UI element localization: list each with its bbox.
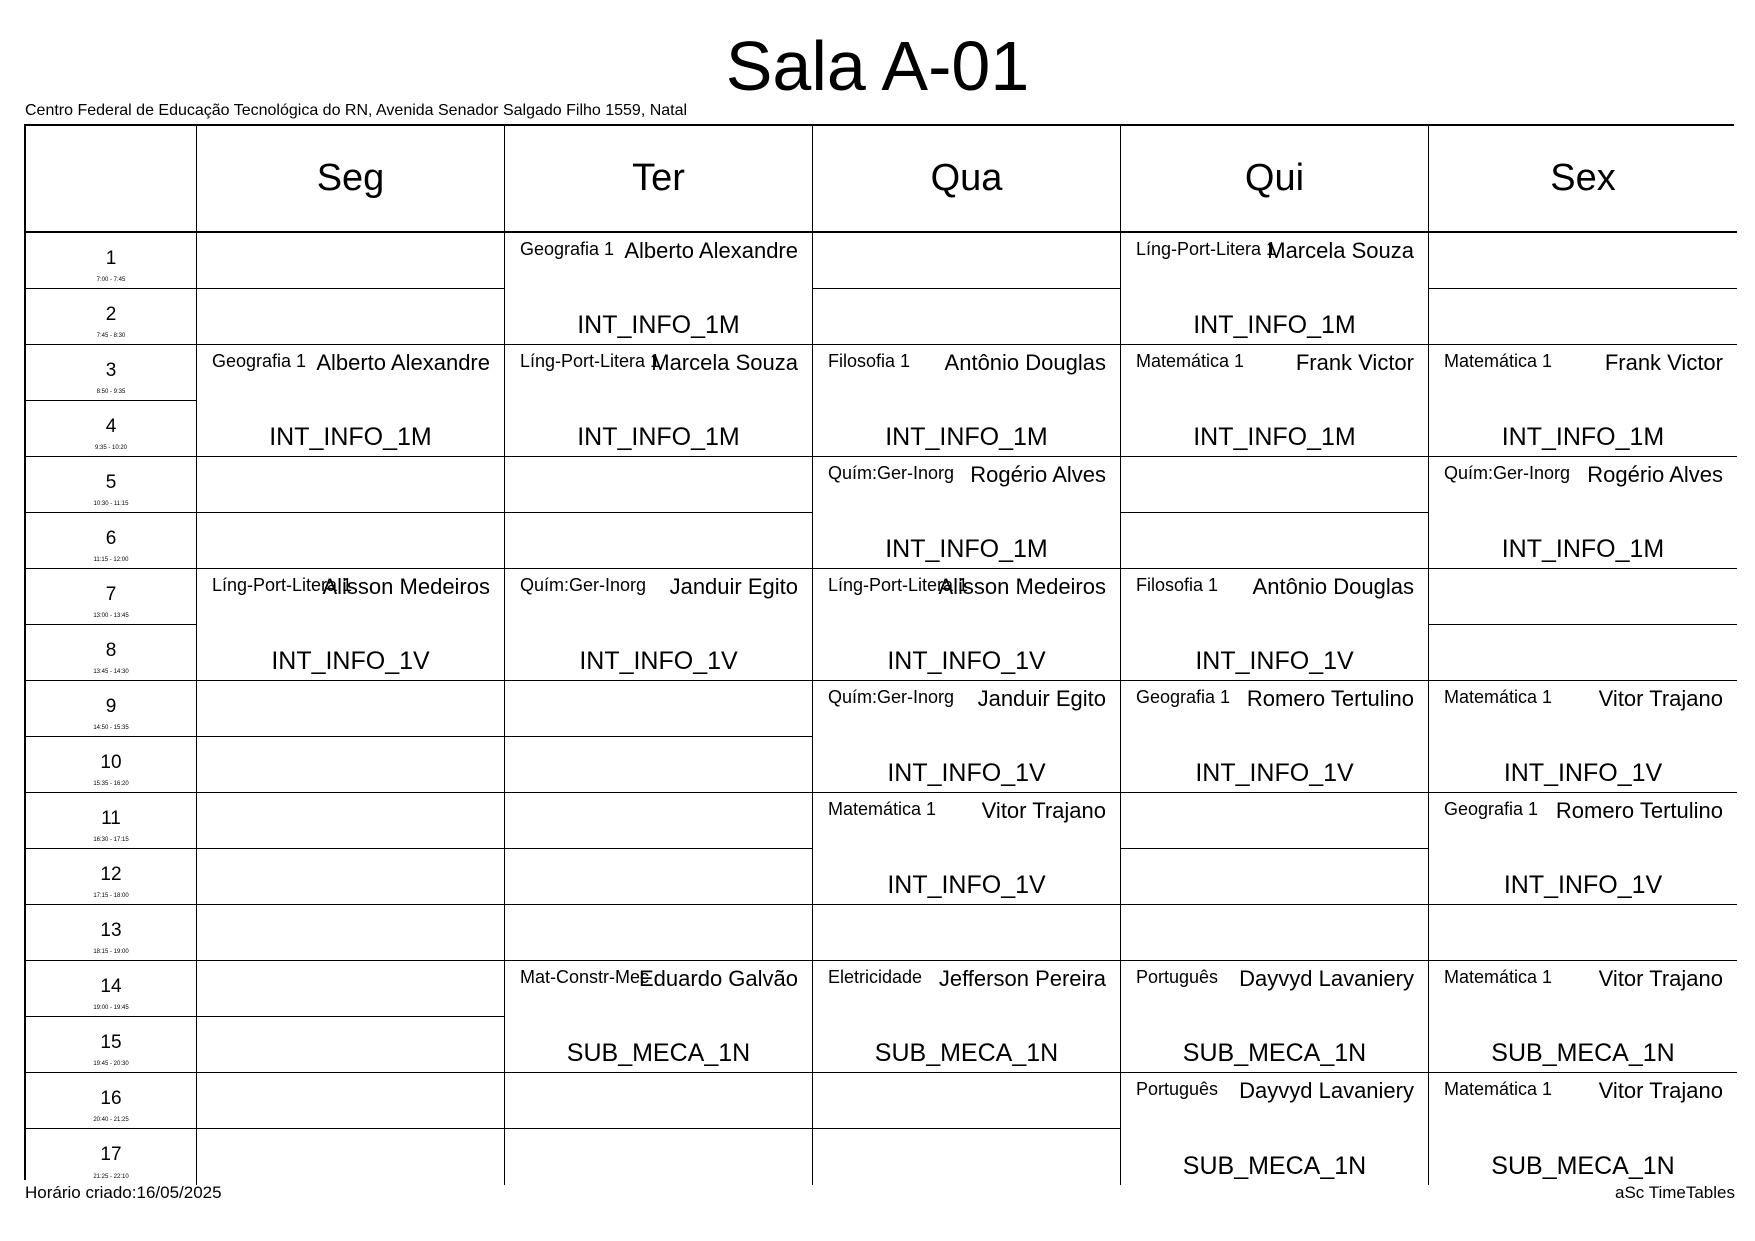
lesson-teacher: Romero Tertulino [1246,686,1414,711]
lesson-teacher: Janduir Egito [977,686,1106,711]
period-label [26,401,197,457]
period-label [26,569,197,625]
empty-slot [1429,233,1737,289]
lesson-teacher: Dayvyd Lavaniery [1239,1078,1414,1103]
period-label [26,233,197,289]
empty-slot [813,1129,1121,1185]
lesson-class: SUB_MECA_1N [1491,1152,1675,1180]
lesson-cell [1121,961,1429,1073]
lesson-cell [1121,681,1429,793]
period-label [26,961,197,1017]
empty-slot [1429,289,1737,345]
lesson-class: INT_INFO_1M [577,423,740,451]
lesson-teacher: Alisson Medeiros [938,574,1106,599]
lesson-cell [505,961,813,1073]
lesson-cell [505,345,813,457]
lesson-class: INT_INFO_1V [887,647,1046,675]
lesson-subject: Português [1136,967,1219,987]
lesson-subject: Quím:Ger-Inorg [828,463,955,483]
lesson-cell [1429,681,1737,793]
lesson-class: INT_INFO_1M [269,423,432,451]
period-time: 17:15 - 18:00 [93,893,129,899]
period-number: 3 [105,360,117,381]
lesson-class: INT_INFO_1M [1501,535,1665,563]
empty-slot [197,737,505,793]
empty-slot [1429,569,1737,625]
day-header: Qua [813,126,1121,233]
lesson-subject: Matemática 1 [828,799,937,819]
period-label [26,793,197,849]
period-number: 16 [100,1088,122,1109]
empty-slot [1121,793,1429,849]
day-header: Ter [505,126,813,233]
lesson-cell [1429,457,1737,569]
lesson-teacher: Alberto Alexandre [316,350,490,375]
day-header: Qui [1121,126,1429,233]
empty-slot [197,681,505,737]
lesson-class: INT_INFO_1V [887,871,1046,899]
period-label [26,737,197,793]
empty-slot [1429,905,1737,961]
lesson-class: INT_INFO_1V [1195,647,1354,675]
period-number: 15 [100,1032,122,1053]
period-number: 10 [100,752,122,773]
period-label [26,345,197,401]
lesson-teacher: Romero Tertulino [1555,798,1723,823]
period-label [26,1129,197,1185]
period-time: 14:50 - 15:35 [93,725,129,731]
school-address: Centro Federal de Educação Tecnológica do RN, Avenida Senador Salgado Filho 1559, Natal [25,102,688,119]
empty-slot [197,849,505,905]
lesson-class: INT_INFO_1V [887,759,1046,787]
lesson-cell [505,233,813,345]
empty-slot [813,233,1121,289]
lesson-cell [1429,1073,1737,1185]
period-time: 9:35 - 10:20 [94,445,128,451]
lesson-teacher: Jefferson Pereira [938,966,1106,991]
empty-slot [197,905,505,961]
lesson-cell [1121,345,1429,457]
period-label [26,457,197,513]
period-number: 9 [105,696,117,717]
lesson-cell [1121,569,1429,681]
period-label [26,849,197,905]
lesson-subject: Líng-Port-Litera 1 [1136,239,1277,259]
lesson-cell [813,681,1121,793]
lesson-teacher: Alisson Medeiros [322,574,490,599]
lesson-subject: Matemática 1 [1444,967,1553,987]
lesson-class: INT_INFO_1M [1501,423,1665,451]
lesson-class: SUB_MECA_1N [1182,1152,1367,1180]
lesson-cell [813,345,1121,457]
empty-slot [197,1017,505,1073]
day-header: Sex [1429,126,1737,233]
page-title: Sala A-01 [725,27,1030,105]
period-time: 7:45 - 8:30 [96,333,126,339]
period-time: 18:15 - 19:00 [93,949,129,955]
lesson-subject: Matemática 1 [1136,351,1245,371]
lesson-subject: Geografia 1 [1444,799,1539,819]
period-number: 13 [100,920,122,941]
lesson-cell [505,569,813,681]
empty-slot [1429,625,1737,681]
lesson-subject: Mat-Constr-Mec [520,967,650,987]
corner-cell [26,126,197,233]
empty-slot [505,1129,813,1185]
timetable-grid [24,124,1734,1180]
period-label [26,625,197,681]
empty-slot [505,457,813,513]
lesson-subject: Filosofia 1 [828,351,911,371]
period-time: 8:50 - 9:35 [96,389,126,395]
lesson-class: INT_INFO_1V [1195,759,1354,787]
period-number: 1 [105,248,117,269]
lesson-cell [1429,793,1737,905]
lesson-cell [813,569,1121,681]
period-time: 10:30 - 11:15 [93,501,129,507]
empty-slot [505,905,813,961]
lesson-class: INT_INFO_1M [1193,423,1356,451]
period-label [26,681,197,737]
empty-slot [813,289,1121,345]
empty-slot [197,233,505,289]
period-time: 7:00 - 7:45 [96,277,126,283]
period-time: 11:15 - 12:00 [93,557,129,563]
lesson-cell [1121,1073,1429,1185]
period-label [26,1017,197,1073]
lesson-class: INT_INFO_1V [1503,871,1663,899]
lesson-teacher: Eduardo Galvão [639,966,798,991]
lesson-subject: Quím:Ger-Inorg [828,687,955,707]
period-time: 19:00 - 19:45 [93,1005,129,1011]
empty-slot [813,905,1121,961]
lesson-teacher: Antônio Douglas [1252,574,1414,599]
period-time: 13:45 - 14:30 [93,669,129,675]
lesson-cell [813,457,1121,569]
period-number: 4 [105,416,117,437]
lesson-class: INT_INFO_1M [885,423,1048,451]
empty-slot [505,849,813,905]
lesson-subject: Líng-Port-Litera 1 [828,575,969,595]
lesson-subject: Geografia 1 [520,239,615,259]
lesson-class: INT_INFO_1M [1193,311,1356,339]
lesson-cell [197,345,505,457]
lesson-subject: Matemática 1 [1444,687,1553,707]
period-number: 7 [105,584,117,605]
lesson-teacher: Marcela Souza [1267,238,1414,263]
period-number: 5 [105,472,117,493]
period-number: 17 [100,1144,122,1165]
lesson-class: SUB_MECA_1N [874,1039,1059,1067]
empty-slot [197,793,505,849]
lesson-teacher: Vitor Trajano [1598,1078,1723,1103]
empty-slot [813,1073,1121,1129]
lesson-teacher: Antônio Douglas [944,350,1106,375]
lesson-class: SUB_MECA_1N [1182,1039,1367,1067]
lesson-subject: Matemática 1 [1444,351,1553,371]
day-header: Seg [197,126,505,233]
period-number: 12 [100,864,122,885]
period-number: 2 [105,304,117,325]
period-label [26,1073,197,1129]
empty-slot [505,737,813,793]
empty-slot [197,513,505,569]
empty-slot [197,961,505,1017]
lesson-cell [813,961,1121,1073]
period-number: 8 [105,640,117,661]
empty-slot [505,793,813,849]
period-label [26,905,197,961]
period-time: 13:00 - 13:45 [93,613,129,619]
period-time: 20:40 - 21:25 [93,1117,129,1123]
lesson-cell [1429,961,1737,1073]
period-number: 14 [100,976,122,997]
lesson-subject: Português [1136,1079,1219,1099]
lesson-subject: Geografia 1 [1136,687,1231,707]
lesson-teacher: Janduir Egito [669,574,798,599]
empty-slot [505,681,813,737]
period-number: 11 [101,808,121,829]
period-time: 21:25 - 22:10 [93,1174,129,1180]
lesson-class: INT_INFO_1V [1503,759,1663,787]
lesson-teacher: Rogério Alves [1587,462,1723,487]
period-label [26,513,197,569]
lesson-class: INT_INFO_1V [579,647,738,675]
lesson-subject: Líng-Port-Litera 1 [212,575,353,595]
period-time: 16:30 - 17:15 [93,837,129,843]
period-time: 15:35 - 16:20 [93,781,129,787]
empty-slot [1121,457,1429,513]
lesson-subject: Líng-Port-Litera 1 [520,351,661,371]
lesson-cell [197,569,505,681]
lesson-teacher: Rogério Alves [970,462,1106,487]
lesson-subject: Quím:Ger-Inorg [1444,463,1571,483]
period-number: 6 [105,528,117,549]
lesson-cell [1429,345,1737,457]
lesson-teacher: Dayvyd Lavaniery [1239,966,1414,991]
lesson-teacher: Vitor Trajano [981,798,1106,823]
lesson-subject: Matemática 1 [1444,1079,1553,1099]
empty-slot [1121,849,1429,905]
lesson-subject: Quím:Ger-Inorg [520,575,647,595]
empty-slot [1121,905,1429,961]
lesson-class: SUB_MECA_1N [566,1039,751,1067]
lesson-cell [813,793,1121,905]
period-time: 19:45 - 20:30 [93,1061,129,1067]
empty-slot [197,1073,505,1129]
lesson-teacher: Alberto Alexandre [624,238,798,263]
lesson-class: INT_INFO_1M [577,311,740,339]
lesson-teacher: Vitor Trajano [1598,966,1723,991]
lesson-class: INT_INFO_1V [271,647,430,675]
lesson-teacher: Frank Victor [1604,350,1723,375]
empty-slot [505,1073,813,1129]
empty-slot [197,289,505,345]
period-label [26,289,197,345]
lesson-teacher: Frank Victor [1295,350,1414,375]
lesson-cell [1121,233,1429,345]
empty-slot [197,1129,505,1185]
empty-slot [1121,513,1429,569]
lesson-subject: Eletricidade [828,967,923,987]
empty-slot [197,457,505,513]
created-date: Horário criado:16/05/2025 [25,1183,222,1202]
lesson-subject: Geografia 1 [212,351,307,371]
lesson-teacher: Vitor Trajano [1598,686,1723,711]
lesson-subject: Filosofia 1 [1136,575,1219,595]
lesson-teacher: Marcela Souza [651,350,798,375]
empty-slot [505,513,813,569]
lesson-class: SUB_MECA_1N [1491,1039,1675,1067]
brand-label: aSc TimeTables [1615,1183,1735,1202]
lesson-class: INT_INFO_1M [885,535,1048,563]
